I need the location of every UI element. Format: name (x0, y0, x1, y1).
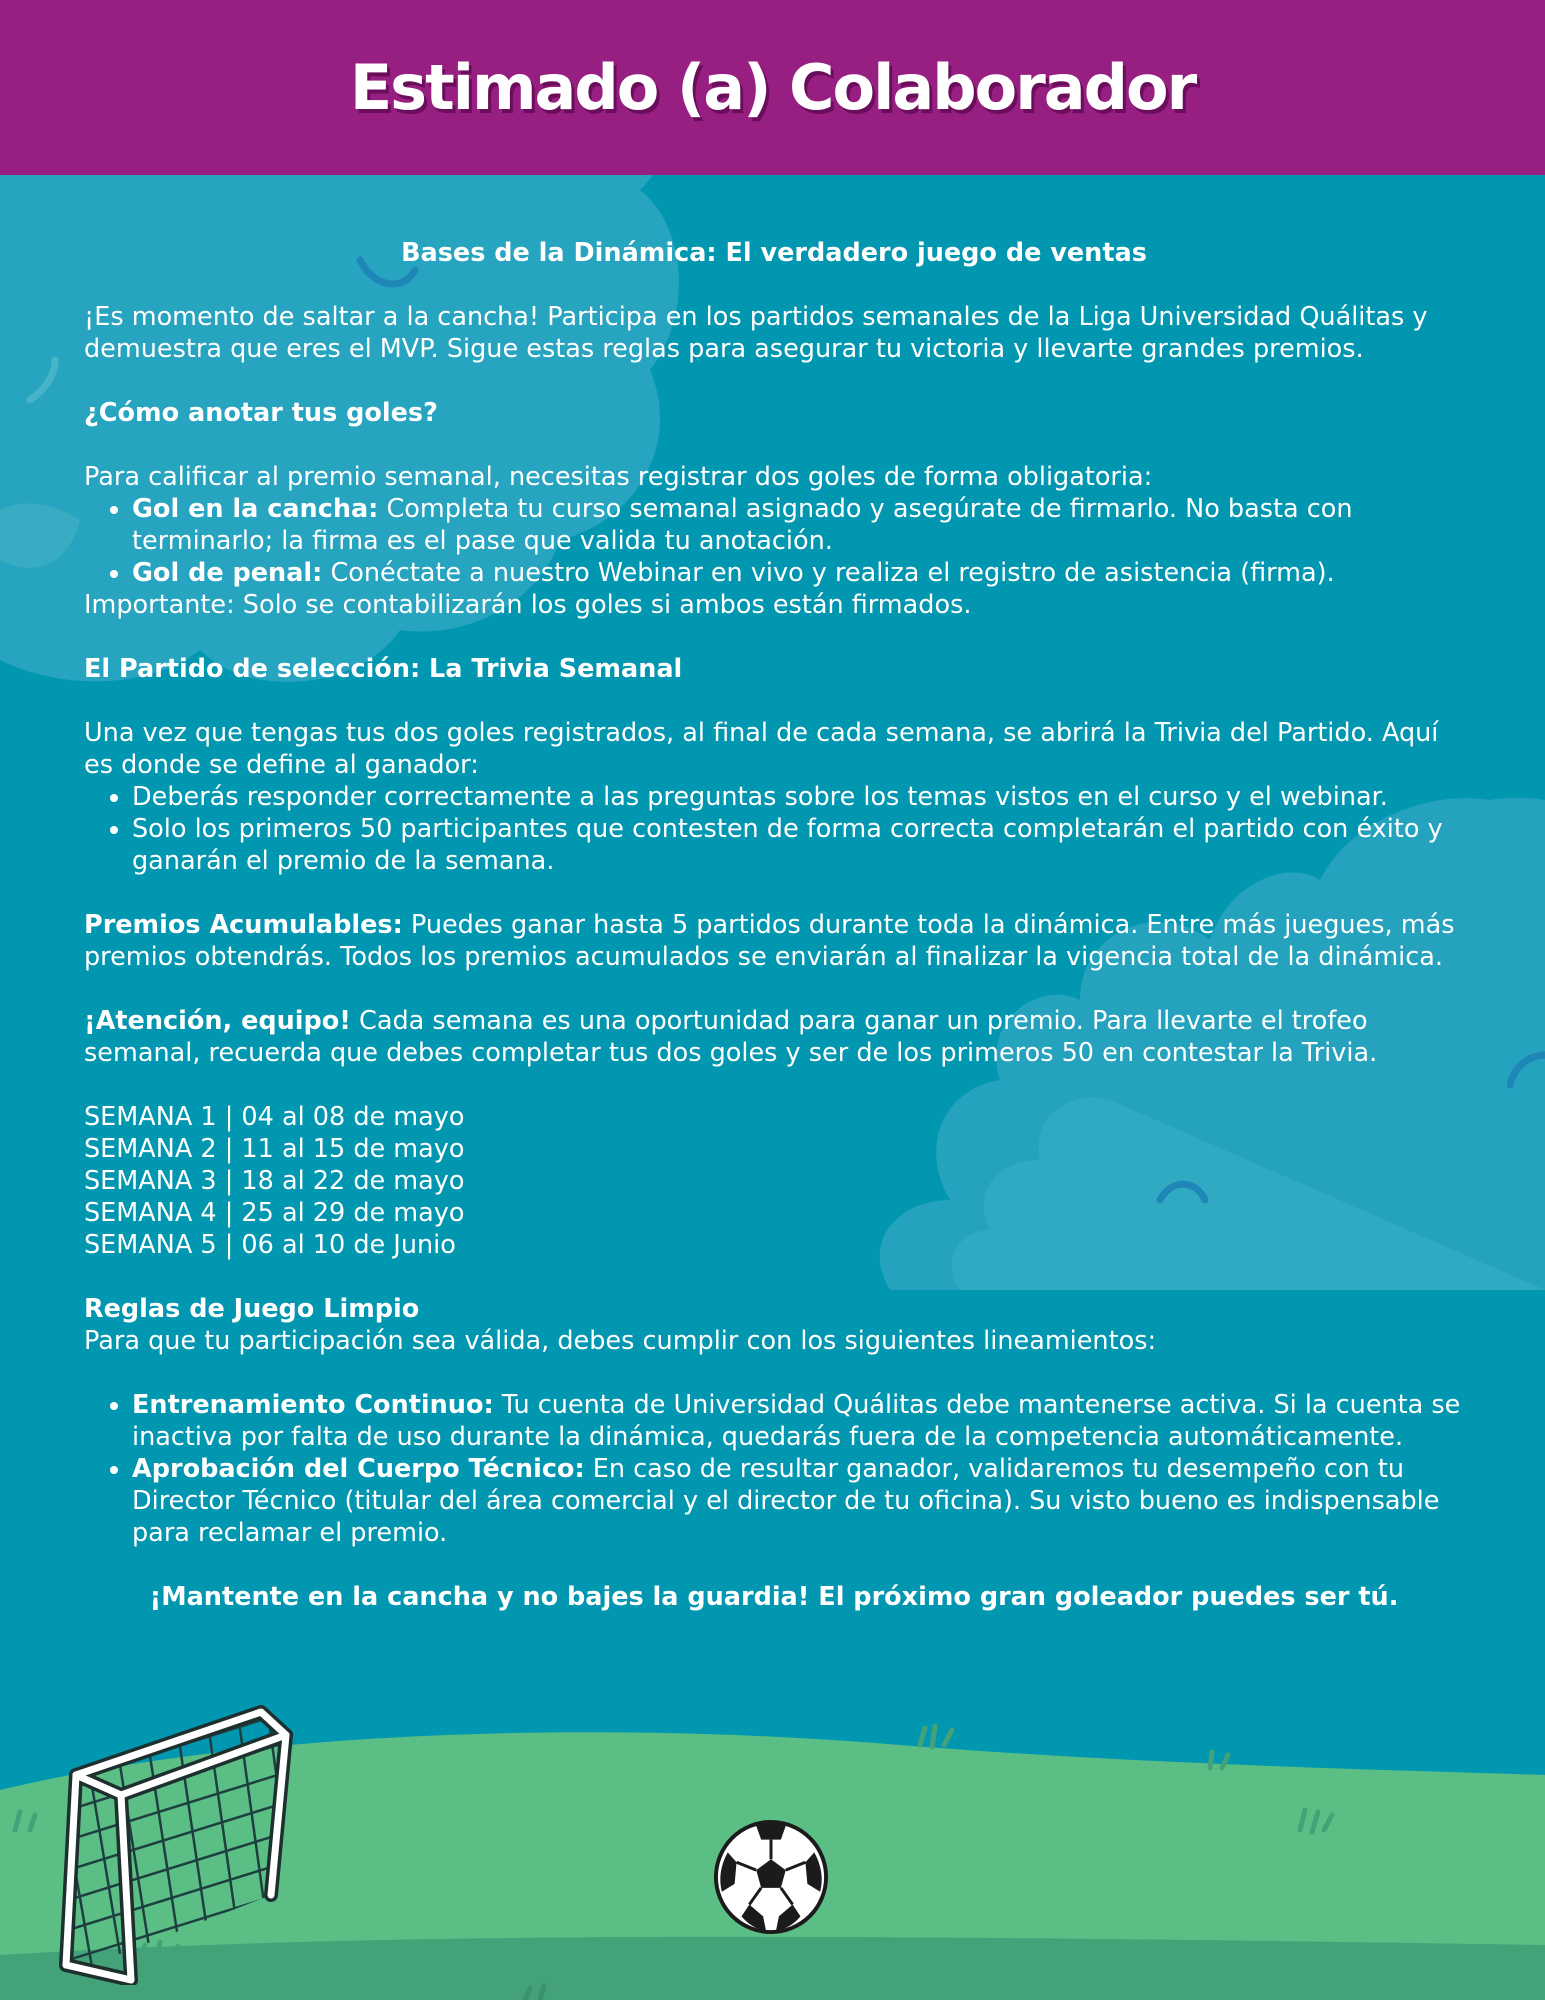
prizes-label: Premios Acumulables: (84, 910, 403, 940)
rules-section (84, 1293, 1464, 1325)
rules-lead: Para que tu participación sea válida, debes cumplir con los siguientes lineamientos: (84, 1326, 1157, 1356)
soccer-goal-icon (36, 1700, 326, 1985)
trivia-lead: Una vez que tengas tus dos goles registrados, al final de cada semana, se abrirá la Trivia del Partido. Aquí es donde se define al ganador: (84, 718, 1439, 780)
week-item: SEMANA 4 | 25 al 29 de mayo (84, 1198, 465, 1228)
rule-label: Entrenamiento Continuo: (132, 1390, 494, 1420)
week-item: SEMANA 2 | 11 al 15 de mayo (84, 1134, 465, 1164)
week-item: SEMANA 5 | 06 al 10 de Junio (84, 1230, 456, 1260)
soccer-ball-icon (712, 1818, 830, 1936)
rule-label: Aprobación del Cuerpo Técnico: (132, 1454, 585, 1484)
goals-heading: ¿Cómo anotar tus goles? (84, 398, 438, 428)
goal-label: Gol de penal: (132, 558, 323, 588)
trivia-list (84, 781, 1464, 877)
list-item (132, 1453, 1464, 1549)
week-item: SEMANA 3 | 18 al 22 de mayo (84, 1166, 465, 1196)
goal-text: Conéctate a nuestro Webinar en vivo y realiza el registro de asistencia (firma). (322, 558, 1335, 588)
prizes-text: Puedes ganar hasta 5 partidos durante toda la dinámica. Entre más juegues, más premios obtendrás. Todos los premios acumulados se enviarán al finalizar la vigencia total de la dinámica. (84, 910, 1455, 972)
closing-text: ¡Mantente en la cancha y no bajes la guardia! El próximo gran goleador puedes ser tú. (149, 1582, 1399, 1612)
attention-label: ¡Atención, equipo! (84, 1006, 351, 1036)
list-item: • Deberás responder correctamente a las preguntas sobre los temas vistos en el curso y el webinar. (132, 781, 1464, 813)
prizes-paragraph (84, 909, 1464, 973)
goals-note: Importante: Solo se contabilizarán los goles si ambos están firmados. (84, 590, 972, 620)
trivia-section (84, 653, 1464, 685)
list-item (132, 557, 1464, 589)
goal-label: Gol en la cancha: (132, 494, 379, 524)
weeks-schedule (84, 1101, 1464, 1261)
closing-section (84, 1581, 1464, 1613)
week-item: SEMANA 1 | 04 al 08 de mayo (84, 1102, 465, 1132)
goals-lead: Para calificar al premio semanal, necesitas registrar dos goles de forma obligatoria: (84, 462, 1153, 492)
intro-text: ¡Es momento de saltar a la cancha! Participa en los partidos semanales de la Liga Universidad Quálitas y demuestra que eres el MVP. Sigue estas reglas para asegurar tu victoria y llevarte grandes premios. (84, 302, 1428, 364)
rules-list (84, 1389, 1464, 1549)
letter-body (84, 237, 1464, 1645)
goals-section (84, 397, 1464, 429)
intro-section (84, 237, 1464, 269)
goal-text: Completa tu curso semanal asignado y asegúrate de firmarlo. No basta con terminarlo; la firma es el pase que valida tu anotación. (132, 494, 1353, 556)
intro-heading: Bases de la Dinámica: El verdadero juego de ventas (401, 238, 1147, 268)
list-item: • Solo los primeros 50 participantes que contesten de forma correcta completarán el partido con éxito y ganarán el premio de la semana. (132, 813, 1464, 877)
header-banner (0, 0, 1545, 175)
list-item (132, 1389, 1464, 1453)
rule-text: En caso de resultar ganador, validaremos tu desempeño con tu Director Técnico (titular del área comercial y el director de tu oficina). Su visto bueno es indispensable para reclamar el premio. (132, 1454, 1440, 1548)
rules-heading: Reglas de Juego Limpio (84, 1294, 420, 1324)
attention-paragraph (84, 1005, 1464, 1069)
goals-list (84, 493, 1464, 589)
page-title: Estimado (a) Colaborador (349, 51, 1196, 124)
trivia-heading: El Partido de selección: La Trivia Semanal (84, 654, 683, 684)
attention-text: Cada semana es una oportunidad para ganar un premio. Para llevarte el trofeo semanal, recuerda que debes completar tus dos goles y ser de los primeros 50 en contestar la Trivia. (84, 1006, 1378, 1068)
rule-text: Tu cuenta de Universidad Quálitas debe mantenerse activa. Si la cuenta se inactiva por falta de uso durante la dinámica, quedarás fuera de la competencia automáticamente. (132, 1390, 1461, 1452)
list-item (132, 493, 1464, 557)
